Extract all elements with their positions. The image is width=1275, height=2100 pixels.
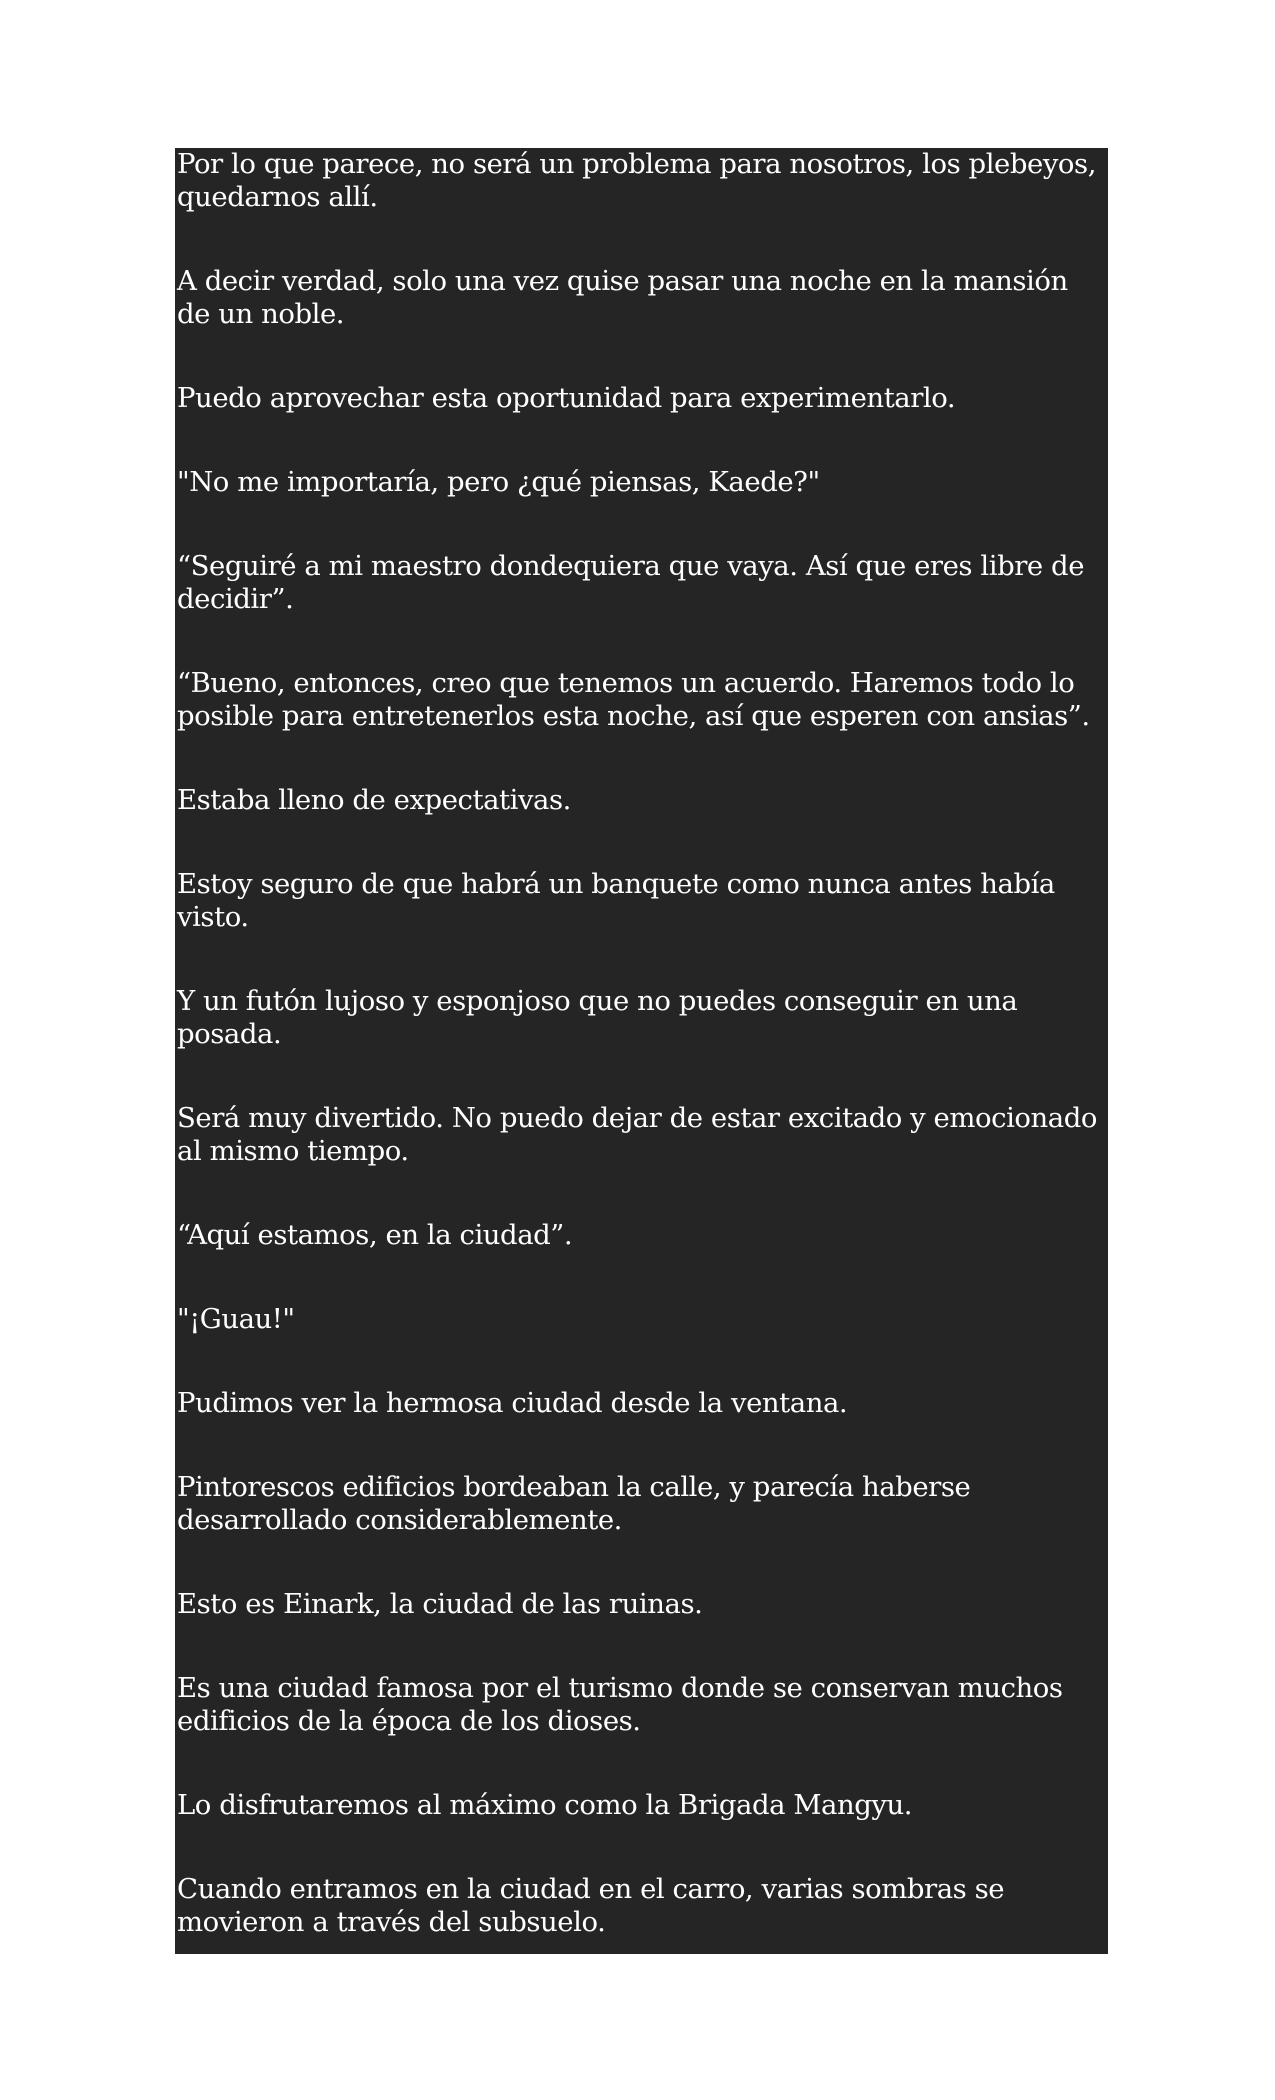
paragraph: Eran demonios con intenciones maliciosas. bbox=[177, 1990, 759, 2022]
paragraph: Es una ciudad famosa por el turismo donde se conservan muchos edificios de la época de los dioses. bbox=[177, 1672, 1063, 1737]
paragraph: "¡Guau!" bbox=[177, 1303, 295, 1335]
paragraph: Y un futón lujoso y esponjoso que no puedes conseguir en una posada. bbox=[177, 985, 1018, 1050]
paragraph: "No me importaría, pero ¿qué piensas, Kaede?" bbox=[177, 466, 820, 498]
paragraph: Pudimos ver la hermosa ciudad desde la ventana. bbox=[177, 1387, 848, 1419]
paragraph: Lo disfrutaremos al máximo como la Brigada Mangyu. bbox=[177, 1789, 913, 1821]
paragraph: Puedo aprovechar esta oportunidad para experimentarlo. bbox=[177, 382, 956, 414]
paragraph: Estoy seguro de que habrá un banquete como nunca antes había visto. bbox=[177, 868, 1055, 933]
paragraph: Estaba lleno de expectativas. bbox=[177, 784, 571, 816]
text-block bbox=[175, 148, 1108, 2022]
paragraph: Por lo que parece, no será un problema para nosotros, los plebeyos, quedarnos allí. bbox=[177, 148, 1096, 213]
paragraph: Será muy divertido. No puedo dejar de estar excitado y emocionado al mismo tiempo. bbox=[177, 1102, 1097, 1167]
paragraph: A decir verdad, solo una vez quise pasar una noche en la mansión de un noble. bbox=[177, 265, 1068, 330]
paragraph: “Aquí estamos, en la ciudad”. bbox=[177, 1219, 573, 1251]
paragraph: Cuando entramos en la ciudad en el carro, varias sombras se movieron a través del subsuelo. bbox=[177, 1873, 1005, 1938]
paragraph: Pintorescos edificios bordeaban la calle, y parecía haberse desarrollado considerablemente. bbox=[177, 1471, 971, 1536]
paragraph: Esto es Einark, la ciudad de las ruinas. bbox=[177, 1588, 703, 1620]
paragraph: “Bueno, entonces, creo que tenemos un acuerdo. Haremos todo lo posible para entretenerlos esta noche, así que esperen con ansias”. bbox=[177, 667, 1090, 732]
paragraph: “Seguiré a mi maestro dondequiera que vaya. Así que eres libre de decidir”. bbox=[177, 550, 1085, 615]
